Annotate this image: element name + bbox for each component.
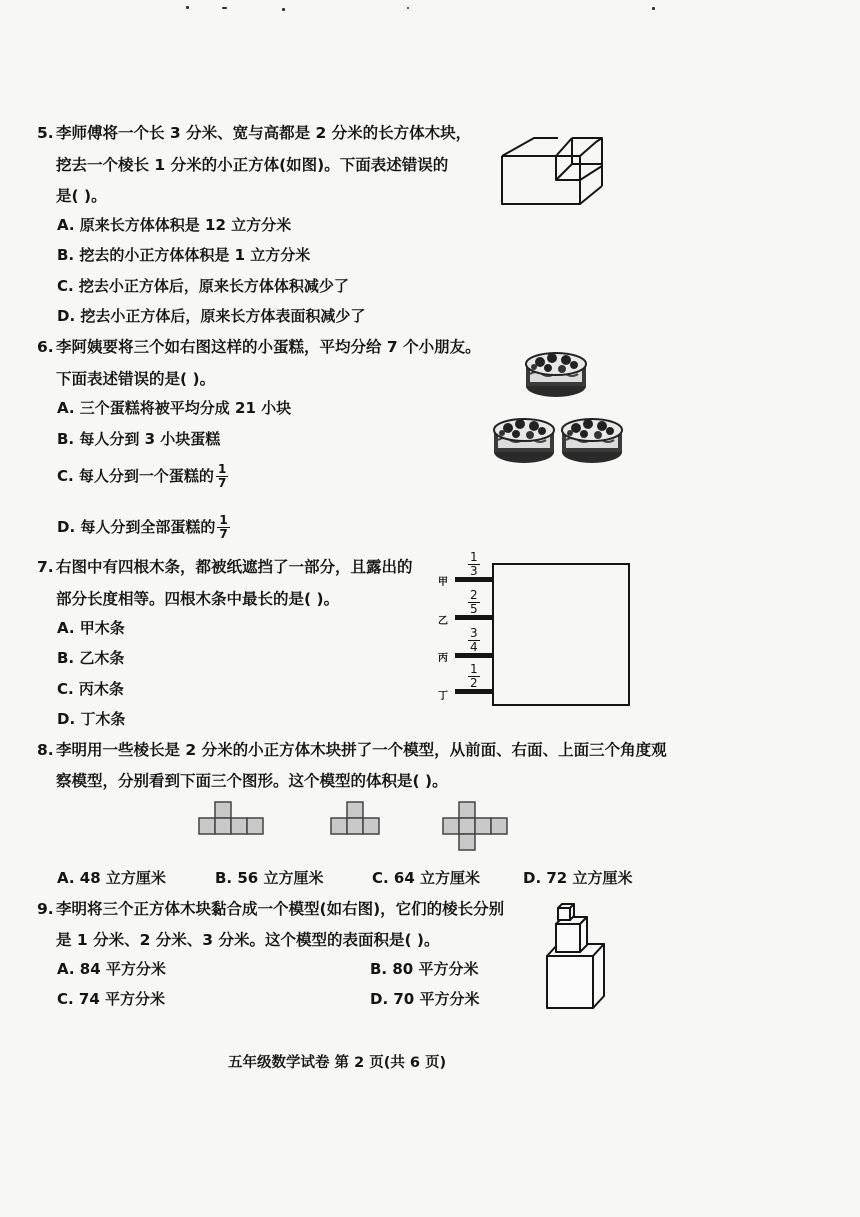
q9-number: 9. — [37, 900, 54, 918]
q6-option-a: A. 三个蛋糕将被平均分成 21 小块 — [57, 399, 292, 417]
q8-stem-line2: 察模型，分别看到下面三个图形。这个模型的体积是( )。 — [56, 772, 448, 790]
q6-number: 6. — [37, 338, 54, 356]
q5-option-b: B. 挖去的小正方体体积是 1 立方分米 — [57, 246, 311, 264]
q5-stem-line2: 挖去一个棱长 1 分米的小正方体(如图)。下面表述错误的 — [56, 156, 449, 174]
stick-label-jia: 甲 — [438, 577, 448, 588]
q9-option-d: D. 70 平方分米 — [370, 990, 480, 1008]
three-views-figure — [195, 800, 525, 858]
q6-stem-line1: 李阿姨要将三个如右图这样的小蛋糕，平均分给 7 个小朋友。 — [56, 338, 481, 356]
q8-option-b: B. 56 立方厘米 — [215, 869, 324, 887]
q8-option-c: C. 64 立方厘米 — [372, 869, 481, 887]
q8-option-d: D. 72 立方厘米 — [523, 869, 633, 887]
stick-yi-fraction: $\frac{2}{5}$ — [470, 588, 478, 616]
q6-option-b: B. 每人分到 3 小块蛋糕 — [57, 430, 221, 448]
stick-label-ding: 丁 — [438, 691, 448, 702]
q9-stem-line2: 是 1 分米、2 分米、3 分米。这个模型的表面积是( )。 — [56, 931, 440, 949]
q6-option-d-text: D. 每人分到全部蛋糕的 — [57, 518, 216, 536]
q8-option-a: A. 48 立方厘米 — [57, 869, 166, 887]
three-cakes-figure — [492, 344, 622, 474]
q7-option-d: D. 丁木条 — [57, 710, 126, 728]
right-view — [331, 802, 379, 834]
q6-stem-line2: 下面表述错误的是( )。 — [56, 370, 216, 388]
q9-option-b: B. 80 平方分米 — [370, 960, 479, 978]
cover-paper — [492, 563, 630, 706]
q5-stem-line3: 是( )。 — [56, 187, 107, 205]
q5-stem-line1: 李师傅将一个长 3 分米、宽与高都是 2 分米的长方体木块， — [56, 124, 472, 142]
q9-option-a: A. 84 平方分米 — [57, 960, 166, 978]
q5-number: 5. — [37, 124, 54, 142]
stick-jia-fraction: $\frac{1}{3}$ — [470, 550, 478, 578]
q7-option-c: C. 丙木条 — [57, 680, 124, 698]
front-view — [199, 802, 263, 834]
q8-number: 8. — [37, 741, 54, 759]
q6-option-d — [57, 514, 230, 541]
stick-label-yi: 乙 — [438, 616, 448, 627]
q6-option-c-fraction: $\frac{1}{7}$ — [217, 462, 227, 490]
q7-option-b: B. 乙木条 — [57, 649, 125, 667]
stick-label-bing: 丙 — [438, 653, 448, 664]
stick-bing-fraction: $\frac{3}{4}$ — [470, 626, 478, 654]
q6-option-c-text: C. 每人分到一个蛋糕的 — [57, 467, 214, 485]
stacked-cubes-figure — [540, 900, 620, 1015]
cuboid-with-notch-figure — [490, 120, 620, 215]
sticks-figure — [430, 551, 640, 711]
page-footer: 五年级数学试卷 第 2 页(共 6 页) — [228, 1055, 447, 1071]
q6-option-d-fraction: $\frac{1}{7}$ — [219, 513, 228, 541]
q7-number: 7. — [37, 558, 54, 576]
q8-stem-line1: 李明用一些棱长是 2 分米的小正方体木块拼了一个模型，从前面、右面、上面三个角度观 — [56, 741, 667, 759]
q5-option-a: A. 原来长方体体积是 12 立方分米 — [57, 216, 292, 234]
top-view — [443, 802, 507, 850]
q5-option-d: D. 挖去小正方体后，原来长方体表面积减少了 — [57, 307, 366, 325]
q5-option-c: C. 挖去小正方体后，原来长方体体积减少了 — [57, 277, 349, 295]
q9-option-c: C. 74 平方分米 — [57, 990, 166, 1008]
q7-option-a: A. 甲木条 — [57, 619, 125, 637]
q9-stem-line1: 李明将三个正方体木块黏合成一个模型(如右图)，它们的棱长分别 — [56, 900, 505, 918]
q7-stem-line2: 部分长度相等。四根木条中最长的是( )。 — [56, 590, 340, 608]
q7-stem-line1: 右图中有四根木条，都被纸遮挡了一部分，且露出的 — [56, 558, 413, 576]
q6-option-c — [57, 463, 228, 490]
stick-ding-fraction: $\frac{1}{2}$ — [470, 662, 478, 690]
